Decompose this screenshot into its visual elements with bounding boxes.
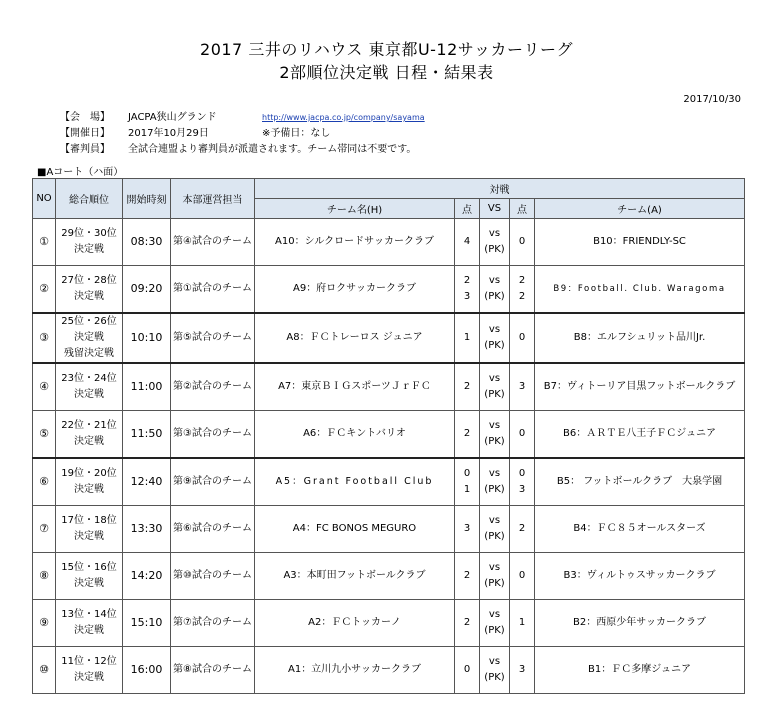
- overall-rank-text: 決定戦: [74, 389, 104, 400]
- host-team: [171, 411, 255, 459]
- overall-rank-text: 決定戦: [74, 436, 104, 447]
- vs-marker: [480, 411, 510, 459]
- away-score: [510, 411, 535, 459]
- match-number-text: ⑤: [39, 427, 49, 440]
- home-team: [255, 458, 455, 506]
- home-team-text: A6：ＦＣキントバリオ: [303, 428, 406, 439]
- referee-value: 全試合連盟より審判員が派遣されます。チーム帯同は不要です。: [128, 144, 417, 155]
- away-team-text: B8：エルフシュリット品川Jr.: [573, 332, 706, 343]
- home-team-text: A2：ＦＣトッカーノ: [308, 617, 401, 628]
- away-team-text: B6：ＡＲＴＥ八王子ＦＣジュニア: [562, 428, 717, 439]
- home-score: [455, 219, 480, 266]
- home-score-text: 2: [463, 381, 471, 392]
- home-team: [255, 219, 455, 266]
- vs-marker-text: (PK): [484, 531, 505, 542]
- match-number-text: ①: [39, 235, 49, 248]
- event-date-value: 2017年10月29日: [128, 128, 209, 139]
- vs-marker-text: vs: [488, 609, 501, 620]
- host-team: [171, 600, 255, 647]
- vs-marker-text: (PK): [484, 578, 505, 589]
- away-team: [535, 647, 745, 694]
- home-team: [255, 363, 455, 411]
- away-team-text: B9：Football. Club. Waragoma: [553, 284, 726, 294]
- home-score: [455, 553, 480, 600]
- home-score-text: 2: [463, 275, 471, 286]
- overall-rank-text: 17位・18位: [61, 515, 117, 526]
- vs-marker-text: vs: [488, 324, 501, 335]
- event-date-line: [60, 126, 331, 141]
- home-team: [255, 313, 455, 363]
- away-team: [535, 458, 745, 506]
- referee-line: [60, 142, 416, 157]
- away-score-text: 3: [518, 484, 526, 495]
- match-number-text: ⑦: [39, 522, 49, 535]
- home-team-text: A10：シルクロードサッカークラブ: [275, 236, 434, 247]
- overall-rank-text: 決定戦: [74, 332, 104, 343]
- overall-rank-text: 決定戦: [74, 291, 104, 302]
- home-team: [255, 411, 455, 459]
- overall-rank-text: 決定戦: [74, 625, 104, 636]
- event-date-label: 【開催日】: [60, 128, 110, 139]
- vs-marker-text: vs: [488, 562, 501, 573]
- away-score-text: 0: [518, 468, 526, 479]
- host-team-text: 第④試合のチーム: [173, 236, 252, 247]
- match-number: [33, 553, 56, 600]
- page-title: 2017 三井のリハウス 東京都U-12サッカーリーグ: [200, 40, 573, 59]
- away-team-text: B2：西原少年サッカークラブ: [572, 617, 707, 628]
- overall-rank-text: 決定戦: [74, 484, 104, 495]
- overall-rank-text: 11位・12位: [61, 656, 117, 667]
- vs-marker-text: vs: [488, 420, 501, 431]
- host-team: [171, 647, 255, 694]
- vs-marker: [480, 313, 510, 363]
- vs-marker-text: (PK): [484, 244, 505, 255]
- home-score-text: 0: [463, 468, 471, 479]
- match-number-text: ⑥: [39, 475, 49, 488]
- vs-marker-text: (PK): [484, 672, 505, 683]
- start-time: [123, 553, 171, 600]
- home-team: [255, 553, 455, 600]
- home-score-text: 3: [463, 291, 471, 302]
- start-time: [123, 363, 171, 411]
- home-score: [455, 506, 480, 553]
- home-team: [255, 266, 455, 314]
- away-score-text: 2: [518, 275, 526, 286]
- overall-rank: [56, 647, 123, 694]
- venue-line: [60, 110, 425, 125]
- away-score: [510, 266, 535, 314]
- vs-marker: [480, 363, 510, 411]
- host-team: [171, 219, 255, 266]
- vs-marker-text: vs: [488, 468, 501, 479]
- home-score-text: 2: [463, 617, 471, 628]
- header-time: 開始時刻: [123, 179, 171, 219]
- away-team: [535, 411, 745, 459]
- host-team-text: 第③試合のチーム: [173, 428, 252, 439]
- overall-rank-text: 19位・20位: [61, 468, 117, 479]
- host-team: [171, 266, 255, 314]
- vs-marker-text: (PK): [484, 625, 505, 636]
- overall-rank-text: 決定戦: [74, 578, 104, 589]
- start-time: [123, 411, 171, 459]
- header-host: 本部運営担当: [171, 179, 255, 219]
- match-number: [33, 219, 56, 266]
- away-team: [535, 553, 745, 600]
- start-time: [123, 647, 171, 694]
- table-row: [33, 647, 745, 694]
- start-time: [123, 313, 171, 363]
- home-team: [255, 600, 455, 647]
- match-number-text: ⑩: [39, 663, 49, 676]
- vs-marker: [480, 458, 510, 506]
- away-score: [510, 219, 535, 266]
- header-no: NO: [33, 179, 56, 219]
- overall-rank-text: 22位・21位: [61, 420, 117, 431]
- start-time: [123, 266, 171, 314]
- home-score: [455, 266, 480, 314]
- host-team-text: 第①試合のチーム: [173, 283, 252, 294]
- match-number-text: ⑨: [39, 616, 49, 629]
- host-team: [171, 313, 255, 363]
- home-team: [255, 506, 455, 553]
- away-team: [535, 219, 745, 266]
- vs-marker: [480, 219, 510, 266]
- away-team-text: B1：ＦＣ多摩ジュニア: [587, 664, 692, 675]
- away-score: [510, 313, 535, 363]
- vs-marker-text: vs: [488, 373, 501, 384]
- match-number: [33, 458, 56, 506]
- away-score-text: 0: [518, 428, 526, 439]
- start-time-text: 10:10: [130, 331, 163, 344]
- away-team-text: B7：ヴィトーリア目黒フットボールクラブ: [543, 381, 736, 392]
- overall-rank-text: 23位・24位: [61, 373, 117, 384]
- table-row: [33, 313, 745, 363]
- home-score-text: 0: [463, 664, 471, 675]
- table-row: [33, 411, 745, 459]
- header-home-points: 点: [455, 199, 480, 219]
- away-score-text: 1: [518, 617, 526, 628]
- home-score-text: 1: [463, 484, 471, 495]
- match-number: [33, 506, 56, 553]
- overall-rank-text: 決定戦: [74, 531, 104, 542]
- table-row: [33, 266, 745, 314]
- venue-label: 【会 場】: [60, 112, 110, 123]
- host-team-text: 第⑩試合のチーム: [173, 570, 252, 581]
- host-team-text: 第⑤試合のチーム: [173, 332, 252, 343]
- host-team: [171, 506, 255, 553]
- home-score: [455, 411, 480, 459]
- vs-marker-text: vs: [488, 275, 501, 286]
- away-score-text: 0: [518, 236, 526, 247]
- start-time-text: 12:40: [130, 475, 163, 488]
- vs-marker-text: (PK): [484, 389, 505, 400]
- host-team-text: 第⑨試合のチーム: [173, 476, 252, 487]
- venue-value: JACPA狭山グランド: [128, 112, 217, 123]
- away-score: [510, 458, 535, 506]
- home-score-text: 4: [463, 236, 471, 247]
- overall-rank: [56, 411, 123, 459]
- vs-marker: [480, 266, 510, 314]
- away-score: [510, 506, 535, 553]
- match-number-text: ④: [39, 380, 49, 393]
- overall-rank-text: 残留決定戦: [64, 348, 114, 359]
- overall-rank-text: 15位・16位: [61, 562, 117, 573]
- away-score-text: 3: [518, 381, 526, 392]
- overall-rank-text: 25位・26位: [61, 316, 117, 327]
- match-number: [33, 363, 56, 411]
- start-time-text: 09:20: [130, 282, 163, 295]
- home-score-text: 1: [463, 332, 471, 343]
- start-time-text: 15:10: [130, 616, 163, 629]
- match-number-text: ③: [39, 331, 49, 344]
- host-team-text: 第②試合のチーム: [173, 381, 252, 392]
- away-score-text: 2: [518, 291, 526, 302]
- away-score: [510, 363, 535, 411]
- overall-rank: [56, 553, 123, 600]
- home-score-text: 2: [463, 570, 471, 581]
- overall-rank: [56, 506, 123, 553]
- away-score-text: 3: [518, 664, 526, 675]
- away-team-text: B3：ヴィルトゥスサッカークラブ: [563, 570, 716, 581]
- home-score: [455, 363, 480, 411]
- match-number: [33, 313, 56, 363]
- home-team-text: A8：ＦＣトレーロス ジュニア: [286, 332, 423, 343]
- overall-rank: [56, 266, 123, 314]
- home-score: [455, 600, 480, 647]
- overall-rank: [56, 458, 123, 506]
- vs-marker-text: vs: [488, 515, 501, 526]
- vs-marker-text: vs: [488, 228, 501, 239]
- venue-url-link[interactable]: http://www.jacpa.co.jp/company/sayama: [262, 113, 425, 122]
- match-number: [33, 266, 56, 314]
- host-team-text: 第⑦試合のチーム: [173, 617, 252, 628]
- start-time-text: 16:00: [130, 663, 163, 676]
- away-team: [535, 600, 745, 647]
- away-score: [510, 553, 535, 600]
- home-team-text: A1：立川九小サッカークラブ: [287, 664, 421, 675]
- away-score-text: 2: [518, 523, 526, 534]
- away-score: [510, 647, 535, 694]
- schedule-table: [32, 178, 745, 694]
- vs-marker: [480, 506, 510, 553]
- document-date: 2017/10/30: [683, 94, 741, 105]
- match-number: [33, 647, 56, 694]
- start-time-text: 14:20: [130, 569, 163, 582]
- header-rank: 総合順位: [56, 179, 123, 219]
- host-team: [171, 553, 255, 600]
- vs-marker-text: (PK): [484, 436, 505, 447]
- table-row: [33, 600, 745, 647]
- start-time: [123, 458, 171, 506]
- home-score-text: 2: [463, 428, 471, 439]
- overall-rank: [56, 219, 123, 266]
- table-row: [33, 458, 745, 506]
- home-score: [455, 313, 480, 363]
- start-time-text: 11:00: [130, 380, 163, 393]
- start-time: [123, 600, 171, 647]
- table-row: [33, 553, 745, 600]
- away-team-text: B5： フットボールクラブ 大泉学園: [556, 476, 723, 487]
- header-vs: VS: [480, 199, 510, 219]
- start-time-text: 08:30: [130, 235, 163, 248]
- home-score-text: 3: [463, 523, 471, 534]
- overall-rank: [56, 363, 123, 411]
- away-team: [535, 363, 745, 411]
- vs-marker-text: (PK): [484, 291, 505, 302]
- overall-rank-text: 決定戦: [74, 244, 104, 255]
- overall-rank-text: 29位・30位: [61, 228, 117, 239]
- match-number: [33, 600, 56, 647]
- start-time-text: 13:30: [130, 522, 163, 535]
- header-team-away: チーム(A): [535, 199, 745, 219]
- start-time-text: 11:50: [130, 427, 163, 440]
- home-team-text: A9：府ロクサッカークラブ: [292, 283, 416, 294]
- header-match: 対戦: [255, 179, 745, 199]
- overall-rank-text: 27位・28位: [61, 275, 117, 286]
- table-row: [33, 363, 745, 411]
- home-team-text: A5：Grant Football Club: [275, 476, 434, 487]
- vs-marker: [480, 600, 510, 647]
- overall-rank-text: 決定戦: [74, 672, 104, 683]
- home-team-text: A4：FC BONOS MEGURO: [292, 523, 417, 534]
- match-number: [33, 411, 56, 459]
- header-away-points: 点: [510, 199, 535, 219]
- host-team: [171, 458, 255, 506]
- vs-marker-text: (PK): [484, 484, 505, 495]
- vs-marker-text: (PK): [484, 340, 505, 351]
- away-team: [535, 506, 745, 553]
- header-team-home: チーム名(H): [255, 199, 455, 219]
- table-row: [33, 219, 745, 266]
- match-number-text: ⑧: [39, 569, 49, 582]
- court-section-label: ■Aコート（ハ面）: [37, 167, 124, 178]
- home-team-text: A3：本町田フットボールクラブ: [283, 570, 426, 581]
- host-team-text: 第⑥試合のチーム: [173, 523, 252, 534]
- home-team: [255, 647, 455, 694]
- host-team-text: 第⑧試合のチーム: [173, 664, 252, 675]
- reserve-date-note: ※予備日：なし: [262, 128, 331, 139]
- page-subtitle: 2部順位決定戦 日程・結果表: [279, 63, 494, 82]
- overall-rank: [56, 600, 123, 647]
- away-score-text: 0: [518, 332, 526, 343]
- referee-label: 【審判員】: [60, 144, 110, 155]
- away-team-text: B4：ＦＣ８５オールスターズ: [573, 523, 706, 534]
- away-team-text: B10：FRIENDLY-SC: [593, 236, 686, 247]
- away-team: [535, 266, 745, 314]
- match-number-text: ②: [39, 282, 49, 295]
- host-team: [171, 363, 255, 411]
- away-score: [510, 600, 535, 647]
- vs-marker: [480, 553, 510, 600]
- table-row: [33, 506, 745, 553]
- start-time: [123, 219, 171, 266]
- overall-rank-text: 13位・14位: [61, 609, 117, 620]
- home-score: [455, 458, 480, 506]
- away-team: [535, 313, 745, 363]
- overall-rank: [56, 313, 123, 363]
- start-time: [123, 506, 171, 553]
- vs-marker-text: vs: [488, 656, 501, 667]
- home-team-text: A7：東京ＢＩＧスポーツＪｒＦＣ: [278, 381, 431, 392]
- vs-marker: [480, 647, 510, 694]
- away-score-text: 0: [518, 570, 526, 581]
- home-score: [455, 647, 480, 694]
